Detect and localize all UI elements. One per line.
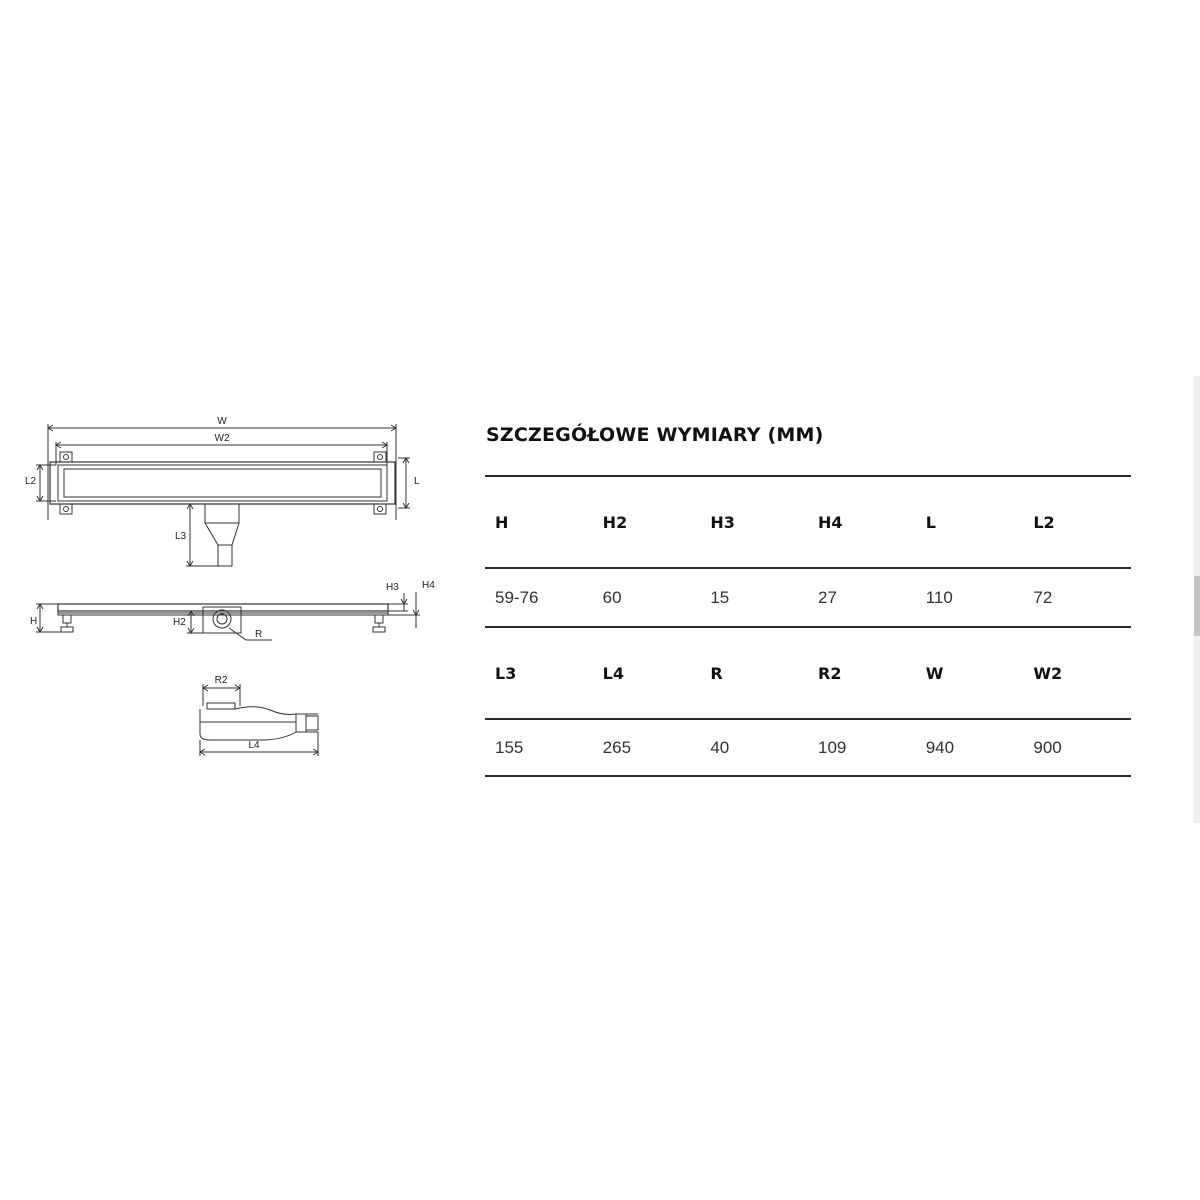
table-value-cell: 72 [1033, 587, 1053, 607]
dim-label-h4: H4 [422, 580, 435, 591]
table-header-cell: H [495, 512, 509, 532]
table-header-cell: H2 [602, 512, 628, 532]
table-value-row [485, 567, 1131, 626]
table-value-cell: 109 [818, 737, 847, 757]
dim-label-l4: L4 [248, 740, 260, 751]
dim-label-r2: R2 [214, 675, 228, 686]
scrollbar-track[interactable] [1194, 376, 1200, 823]
table-header-cell: H3 [710, 512, 735, 532]
table-header-cell: L2 [1033, 512, 1055, 532]
table-value-cell: 60 [602, 587, 622, 607]
table-header-row [485, 475, 1131, 567]
table-value-row [485, 718, 1131, 777]
table-header-row [485, 626, 1131, 718]
table-header-cell: L3 [495, 663, 517, 683]
table-value-cell: 940 [925, 737, 955, 757]
table-header-cell: L4 [602, 663, 624, 683]
dim-label-h3: H3 [386, 582, 399, 593]
side-view [36, 592, 420, 640]
table-header-cell: W2 [1033, 663, 1063, 683]
table-value-cell: 40 [710, 737, 730, 757]
scrollbar-thumb[interactable] [1194, 576, 1200, 636]
table-value-cell: 59-76 [495, 587, 539, 607]
technical-drawing [0, 0, 470, 800]
table-value-cell: 27 [818, 587, 837, 607]
table-header-cell: W [925, 663, 944, 683]
table-header-cell: L [925, 512, 936, 532]
table-header-cell: R2 [818, 663, 842, 683]
table-value-cell: 155 [495, 737, 524, 757]
dimensions-table [485, 475, 1131, 777]
table-value-cell: 110 [925, 587, 953, 607]
table-value-cell: 15 [710, 587, 730, 607]
dim-label-h2: H2 [173, 617, 186, 628]
dim-label-l3: L3 [175, 531, 187, 542]
dim-label-h: H [30, 616, 38, 627]
dim-label-w: W [217, 416, 227, 427]
table-value-cell: 265 [602, 737, 632, 757]
table-header-cell: H4 [818, 512, 843, 532]
section-title: SZCZEGÓŁOWE WYMIARY (MM) [486, 424, 824, 446]
top-view [36, 424, 410, 566]
dim-label-l2: L2 [25, 476, 37, 487]
table-header-cell: R [710, 663, 723, 683]
dim-label-w2: W2 [214, 433, 230, 444]
dim-label-r: R [255, 629, 263, 640]
dim-label-l: L [414, 476, 420, 487]
table-value-cell: 900 [1033, 737, 1062, 757]
